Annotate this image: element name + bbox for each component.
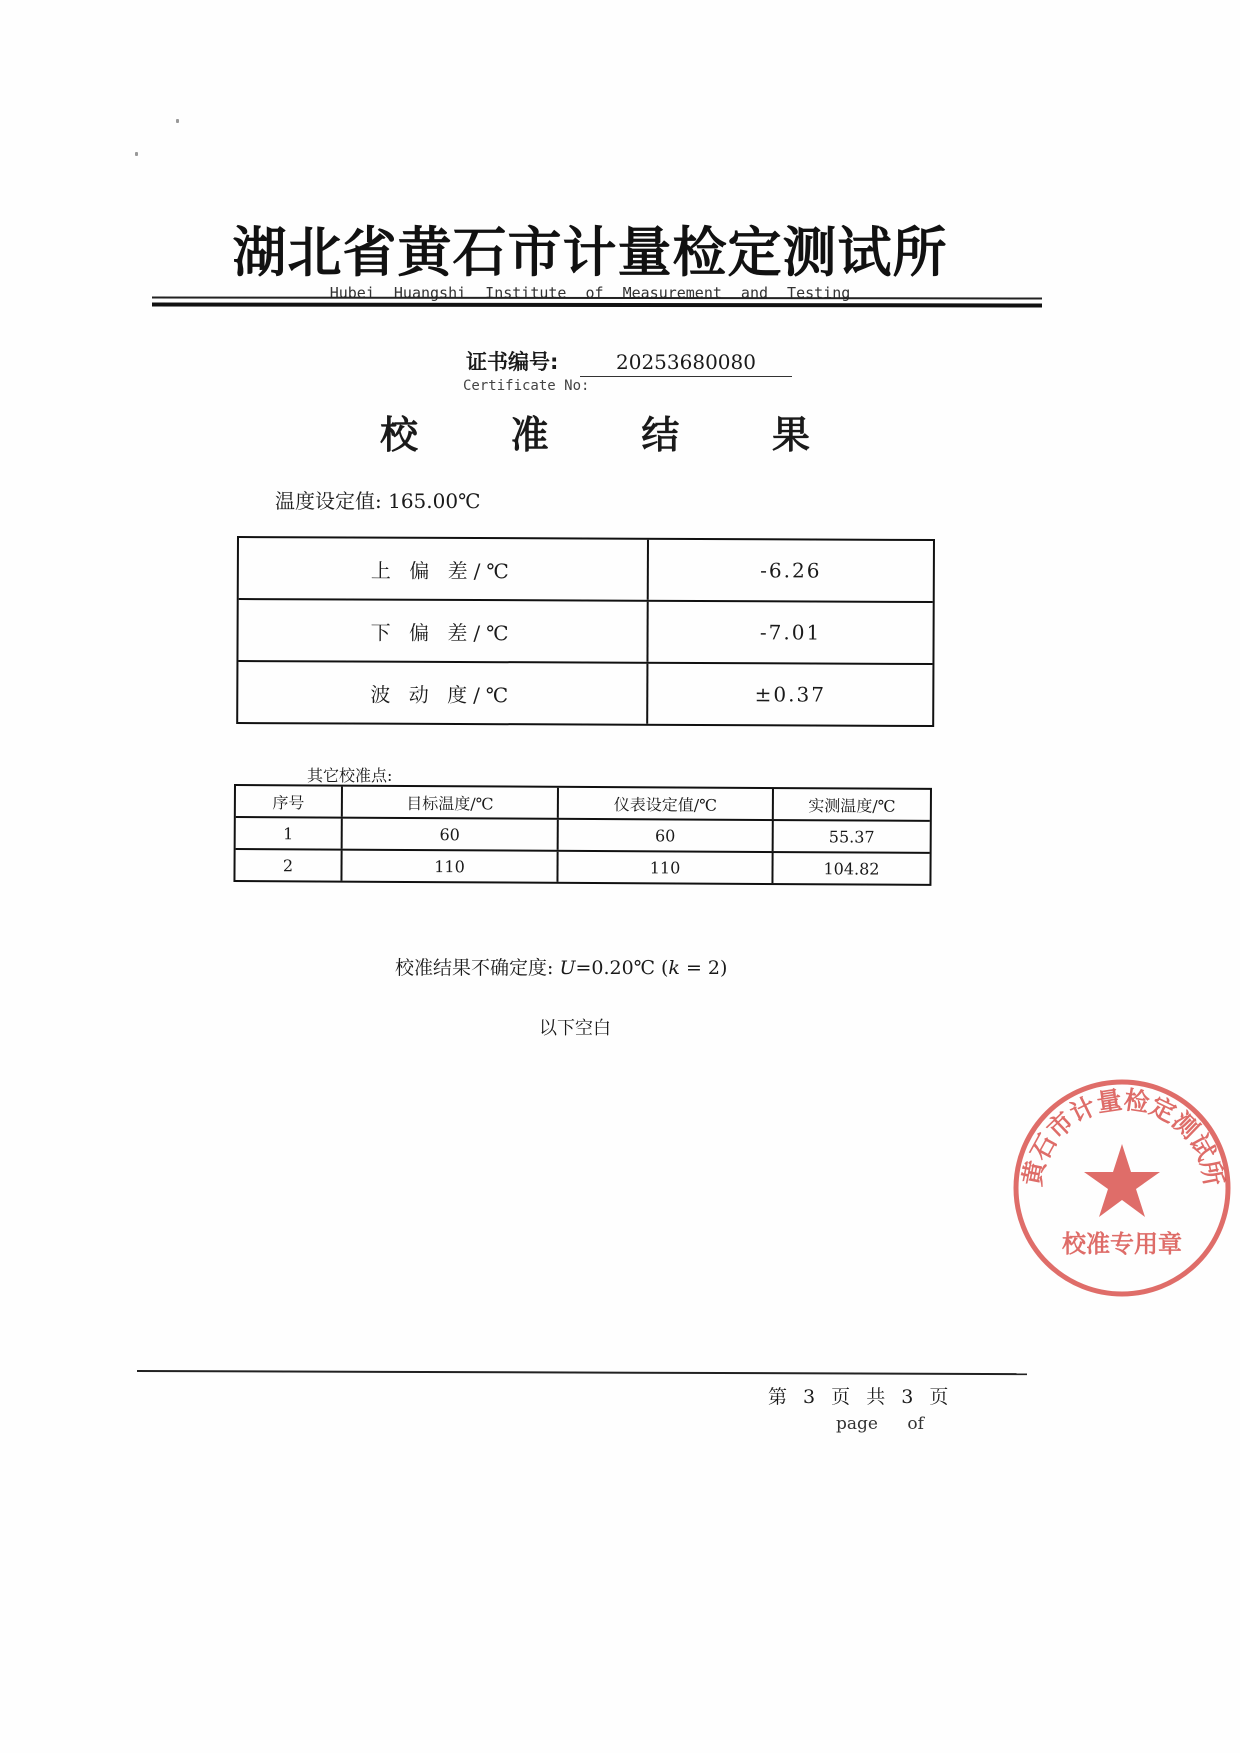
column-header: 目标温度/℃ <box>343 787 559 818</box>
result-label: 波 动 度/℃ <box>238 662 648 724</box>
table-cell: 60 <box>343 819 559 850</box>
table-row <box>238 660 932 725</box>
temperature-setpoint: 温度设定值: 165.00℃ <box>275 489 481 513</box>
certificate-number: 20253680080 <box>580 350 792 377</box>
table-cell: 2 <box>235 850 342 881</box>
section-title <box>380 404 810 459</box>
result-value: -7.01 <box>759 620 822 645</box>
table-cell: 110 <box>342 851 558 882</box>
footer-rule <box>137 1370 1027 1375</box>
result-label: 上 偏 差/℃ <box>239 538 649 600</box>
table-cell: 104.82 <box>823 858 880 879</box>
official-seal-stamp <box>1008 1074 1236 1302</box>
measurement-uncertainty <box>395 953 727 980</box>
section-title-char: 果 <box>771 413 810 457</box>
coverage-factor-symbol: k <box>668 957 680 979</box>
other-points-table <box>233 784 932 886</box>
column-header: 实测温度/℃ <box>808 795 896 816</box>
seal-subtext: 校准专用章 <box>1062 1230 1182 1258</box>
table-cell: 60 <box>559 820 774 851</box>
organization-name-english: Hubei Huangshi Institute of Measurement and Testing <box>329 284 851 302</box>
uncertainty-prefix: 校准结果不确定度: <box>395 957 560 979</box>
uncertainty-value: =0.20℃ ( <box>575 957 669 979</box>
main-results-table <box>236 536 935 727</box>
table-row <box>235 848 929 884</box>
header-rule-thick <box>152 303 1042 308</box>
result-value: ±0.37 <box>754 682 827 707</box>
certificate-number-label: 证书编号: <box>466 350 559 374</box>
organization-name: 湖北省黄石市计量检定测试所 <box>232 221 948 284</box>
table-cell: 110 <box>558 852 773 883</box>
page-number-english: page of <box>836 1414 924 1434</box>
certificate-number-label-english: Certificate No: <box>463 378 590 394</box>
uncertainty-symbol-u: U <box>559 957 576 979</box>
table-cell: 1 <box>236 818 343 849</box>
column-header: 序号 <box>236 786 343 817</box>
table-row <box>236 816 930 852</box>
seal-text: 黄石市计量检定测试所 <box>1017 1085 1229 1189</box>
column-header: 仪表设定值/℃ <box>559 788 774 819</box>
section-title-char: 准 <box>510 413 549 457</box>
table-header-row <box>236 786 930 820</box>
other-points-label: 其它校准点: <box>307 766 393 785</box>
section-title-char: 校 <box>380 413 419 457</box>
star-icon <box>1084 1144 1160 1217</box>
table-cell: 55.37 <box>828 826 875 847</box>
result-value: -6.26 <box>760 558 822 583</box>
uncertainty-suffix: = 2) <box>679 957 728 979</box>
table-row <box>239 538 933 601</box>
scan-speck <box>176 119 179 123</box>
page-number: 第 3 页 共 3 页 <box>768 1386 949 1408</box>
section-title-char: 结 <box>641 413 680 457</box>
table-row <box>238 598 932 663</box>
result-label: 下 偏 差/℃ <box>238 600 648 662</box>
blank-below-note: 以下空白 <box>539 1018 611 1039</box>
scan-speck <box>135 152 138 156</box>
